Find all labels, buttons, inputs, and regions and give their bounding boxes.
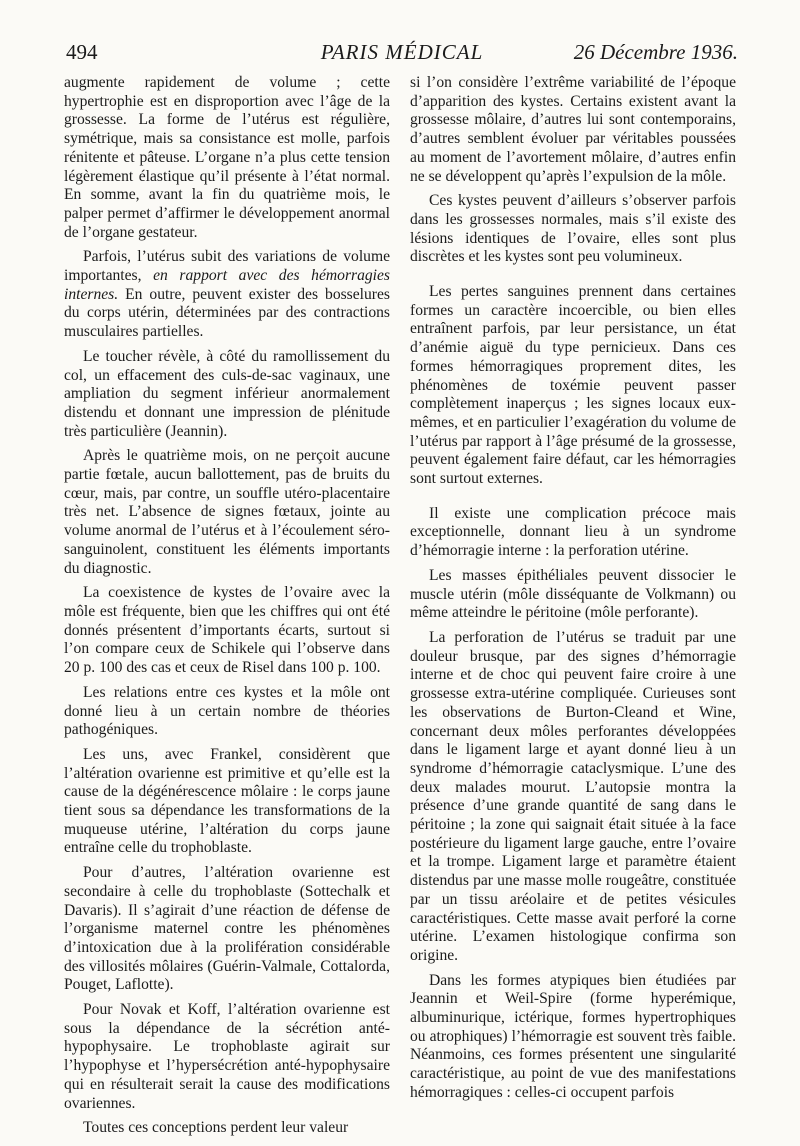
running-header [66, 40, 738, 68]
paragraph: Les pertes sanguines prennent dans certaines formes un caractère incoercible, ou bien elles entraînent parfois, par leur persistance, un état d’anémie aiguë du type pernicieux. Dans ces formes hémorragiques proprement dites, les phénomènes de toxémie peuvent passer complètement inaperçus ; les signes locaux eux-mêmes, et en particulier l’exagération du volume de l’utérus par rapport à l’âge présumé de la grossesse, peuvent également faire défaut, car les hémorragies sont surtout externes. [410, 283, 736, 488]
paragraph: Pour Novak et Koff, l’altération ovarienne est sous la dépendance de la sécrétion anté-hypophysaire. Le trophoblaste agirait sur l’hypophyse et l’hypersécrétion anté-hypophysaire qui en résulterait serait la cause des modifications ovariennes. [64, 1001, 390, 1112]
paragraph: Pour d’autres, l’altération ovarienne est secondaire à celle du trophoblaste (Sottechalk et Davaris). Il s’agirait d’une réaction de défense de l’organisme maternel contre les phénomènes d’intoxication due à la prolifération considérable des villosités môlaires (Guérin-Valmale, Cottalorda, Pouget, Laflotte). [64, 864, 390, 994]
paragraph: La perforation de l’utérus se traduit par une douleur brusque, par des signes d’hémorragie interne et de choc qui peuvent faire croire à une grossesse extra-utérine compliquée. Curieuses sont les observations de Burton-Cleand et Wine, concernant deux môles perforantes développées dans le ligament large et ayant donné lieu à un syndrome d’hémorragie cataclysmique. L’une des deux malades mourut. L’autopsie montra la présence d’une grande quantité de sang dans le péritoine ; la zone qui saignait était située à la face postérieure du ligament large gauche, entre l’ovaire et la trompe. Ligament large et paramètre étaient distendus par une masse molle rougeâtre, constituée par un tissu aréolaire et de petites vésicules caractéristiques. Cette masse avait perforé la corne utérine. L’examen histologique confirma son origine. [410, 628, 736, 964]
paragraph: Il existe une complication précoce mais exceptionnelle, donnant lieu à un syndrome d’hémorragie interne : la perforation utérine. [410, 504, 736, 560]
right-column [410, 74, 736, 1109]
paragraph: Le toucher révèle, à côté du ramollissement du col, un effacement des culs-de-sac vaginaux, une ampliation du segment inférieur anormalement distendu et donnant une impression de plénitude très particulière (Jeannin). [64, 347, 390, 440]
paragraph: augmente rapidement de volume ; cette hypertrophie est en disproportion avec l’âge de la grossesse. La forme de l’utérus est régulière, symétrique, mais sa consistance est molle, parfois rénitente et pâteuse. L’organe n’a plus cette tension légèrement élastique qu’il présente à l’état normal. En somme, avant la fin du quatrième mois, le palper permet d’affirmer le développement anormal de l’organe gestateur. [64, 74, 390, 241]
paragraph: Toutes ces conceptions perdent leur valeur [83, 1119, 349, 1137]
emphasis: en rapport avec des hémorragies internes. [64, 267, 390, 303]
paragraph: Les masses épithéliales peuvent dissocier le muscle utérin (môle disséquante de Volkmann) ou même atteindre le péritoine (môle perforante). [410, 566, 736, 622]
paragraph: Dans les formes atypiques bien étudiées par Jeannin et Weil-Spire (forme hyperémique, albuminurique, ictérique, formes hypertrophiques ou atrophiques) l’hémorragie est souvent très faible. Néanmoins, ces formes présentent une singularité caractéristique, au point de vue des manifestations hémorragiques : celles-ci occupent parfois [410, 971, 736, 1101]
paragraph: Ces kystes peuvent d’ailleurs s’observer parfois dans les grossesses normales, mais s’il existe des lésions identiques de l’ovaire, elles sont plus discrètes et les kystes sont peu volumineux. [410, 192, 736, 266]
left-column [64, 74, 390, 1144]
journal-title: PARIS MÉDICAL [320, 40, 484, 64]
page-number: 494 [66, 40, 98, 64]
issue-date: 26 Décembre 1936. [573, 40, 738, 64]
paragraph: Parfois, l’utérus subit des variations de volume importantes, en rapport avec des hémorragies internes. En outre, peuvent exister des bosselures du corps utérin, déterminées par des contractions musculaires partielles. [64, 248, 390, 341]
paragraph: Les relations entre ces kystes et la môle ont donné lieu à un certain nombre de théories pathogéniques. [64, 683, 390, 739]
paragraph: La coexistence de kystes de l’ovaire avec la môle est fréquente, bien que les chiffres qui ont été donnés présentent d’importants écarts, surtout si l’on compare ceux de Schikele qui l’observe dans 20 p. 100 des cas et ceux de Risel dans 100 p. 100. [64, 584, 390, 677]
paragraph: Les uns, avec Frankel, considèrent que l’altération ovarienne est primitive et qu’elle est la cause de la dégénérescence môlaire : le corps jaune tient sous sa dépendance les transformations de la muqueuse utérine, l’altération du corps jaune entraîne celle du trophoblaste. [64, 745, 390, 857]
paragraph: Après le quatrième mois, on ne perçoit aucune partie fœtale, aucun ballottement, pas de bruits du cœur, mais, par contre, un souffle utéro-placentaire très net. L’absence de signes fœtaux, jointe au volume anormal de l’utérus et à l’écoulement séro-sanguinolent, constituent les éléments importants du diagnostic. [64, 447, 390, 577]
paragraph: si l’on considère l’extrême variabilité de l’époque d’apparition des kystes. Certains existent avant la grossesse môlaire, d’autres lui sont contemporains, d’autres semblent évoluer par véritables poussées au moment de l’avortement môlaire, d’autres enfin ne se développent qu’après l’expulsion de la môle. [410, 74, 736, 185]
